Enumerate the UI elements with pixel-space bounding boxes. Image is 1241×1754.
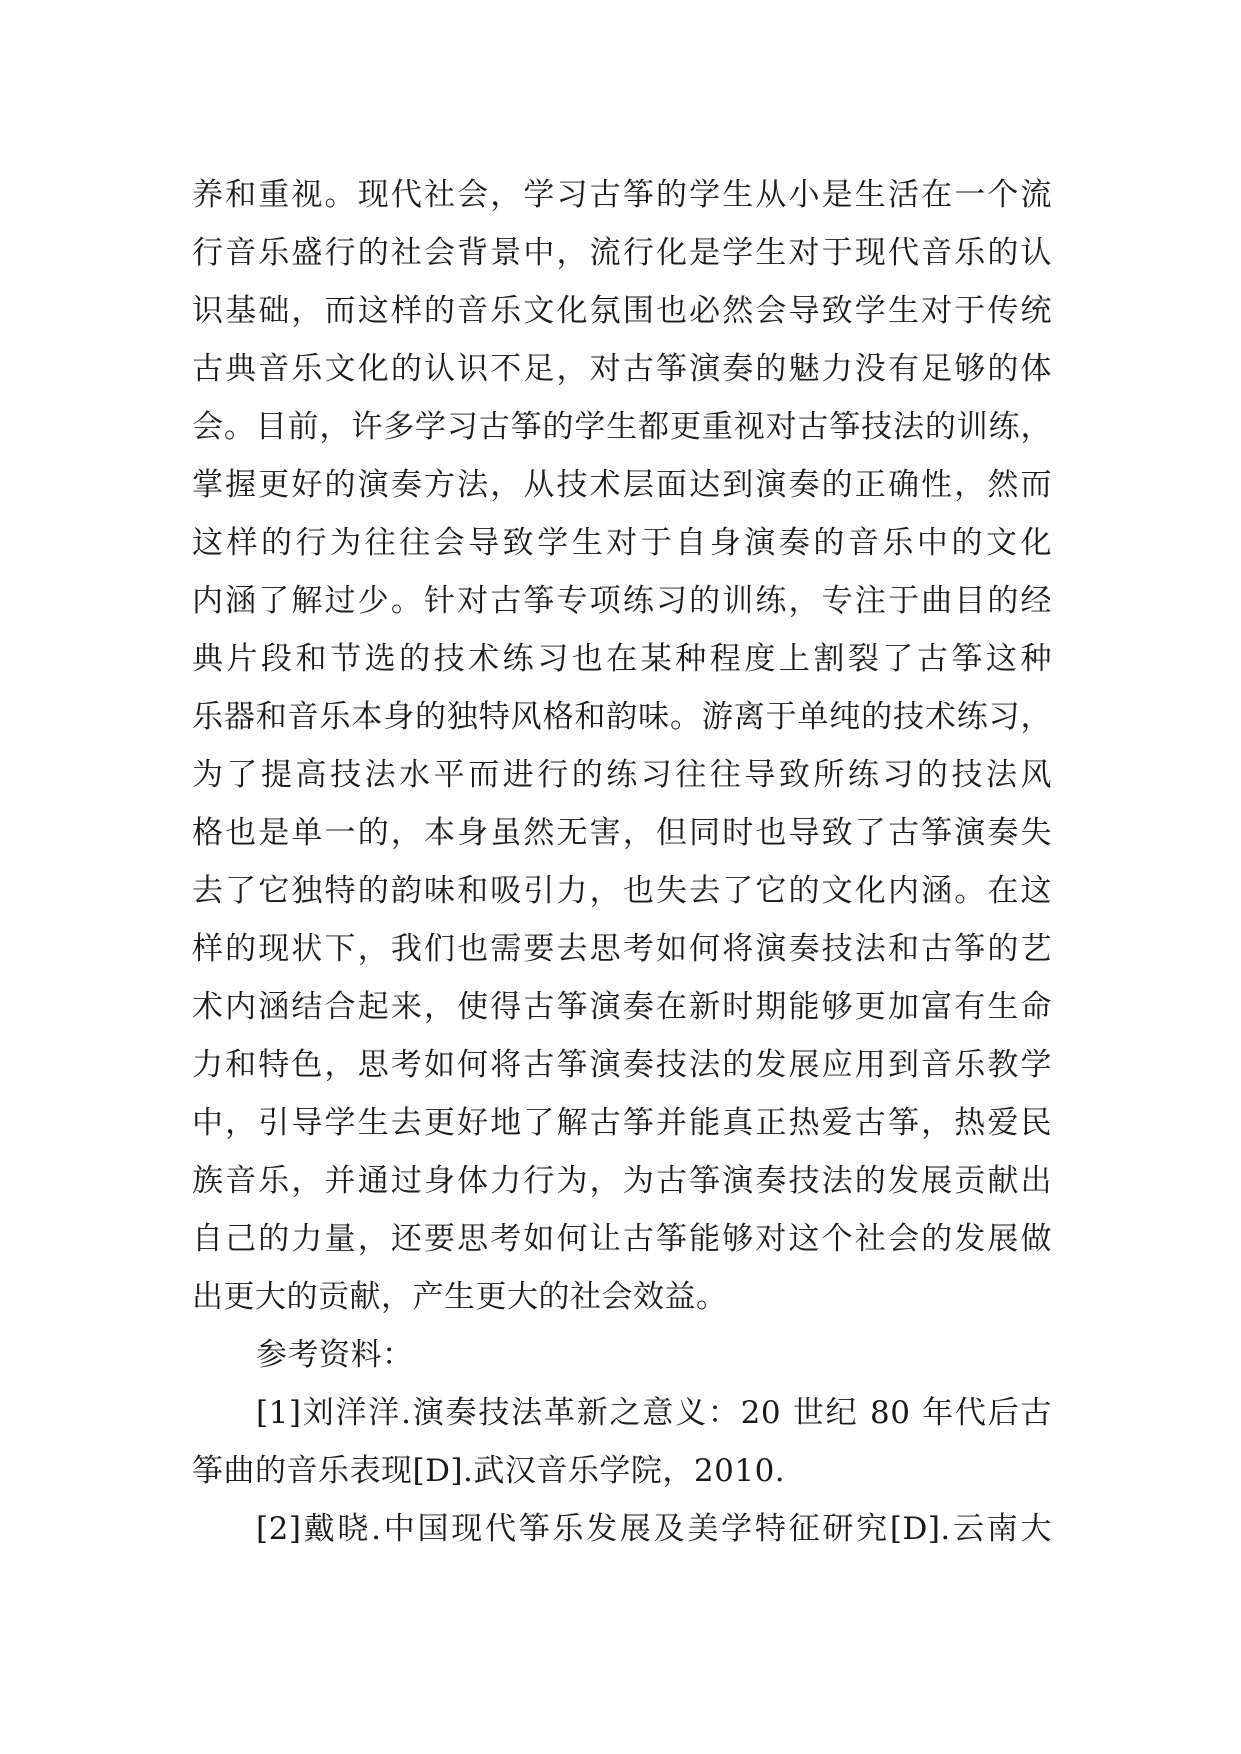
- body-line: 格也是单一的，本身虽然无害，但同时也导致了古筝演奏失: [192, 815, 1052, 851]
- body-line: 识基础，而这样的音乐文化氛围也必然会导致学生对于传统: [192, 293, 1052, 329]
- body-line: 养和重视。现代社会，学习古筝的学生从小是生活在一个流: [192, 177, 1052, 213]
- body-line: 族音乐，并通过身体力行为，为古筝演奏技法的发展贡献出: [192, 1163, 1052, 1199]
- body-line: 会。目前，许多学习古筝的学生都更重视对古筝技法的训练，: [192, 409, 1052, 445]
- body-line: 术内涵结合起来，使得古筝演奏在新时期能够更加富有生命: [192, 989, 1052, 1025]
- body-line: 典片段和节选的技术练习也在某种程度上割裂了古筝这种: [192, 641, 1052, 677]
- body-line: 去了它独特的韵味和吸引力，也失去了它的文化内涵。在这: [192, 873, 1052, 909]
- body-line: 古典音乐文化的认识不足，对古筝演奏的魅力没有足够的体: [192, 351, 1052, 387]
- reference-1-line-2: 筝曲的音乐表现[D].武汉音乐学院，2010.: [192, 1453, 786, 1489]
- document-body: [192, 166, 1052, 1558]
- body-line: 乐器和音乐本身的独特风格和韵味。游离于单纯的技术练习，: [192, 699, 1052, 735]
- body-line: 掌握更好的演奏方法，从技术层面达到演奏的正确性，然而: [192, 467, 1052, 503]
- body-line: 力和特色，思考如何将古筝演奏技法的发展应用到音乐教学: [192, 1047, 1052, 1083]
- body-line: 为了提高技法水平而进行的练习往往导致所练习的技法风: [192, 757, 1052, 793]
- reference-2-line-1: [2]戴晓.中国现代筝乐发展及美学特征研究[D].云南大: [256, 1511, 1052, 1547]
- body-line-last: 出更大的贡献，产生更大的社会效益。: [192, 1279, 728, 1315]
- reference-1-line-1: [1]刘洋洋.演奏技法革新之意义：20 世纪 80 年代后古: [256, 1395, 1052, 1431]
- body-line: 中，引导学生去更好地了解古筝并能真正热爱古筝，热爱民: [192, 1105, 1052, 1141]
- body-line: 行音乐盛行的社会背景中，流行化是学生对于现代音乐的认: [192, 235, 1052, 271]
- body-line: 内涵了解过少。针对古筝专项练习的训练，专注于曲目的经: [192, 583, 1052, 619]
- body-line: 这样的行为往往会导致学生对于自身演奏的音乐中的文化: [192, 525, 1052, 561]
- body-line: 自己的力量，还要思考如何让古筝能够对这个社会的发展做: [192, 1221, 1052, 1257]
- body-line: 样的现状下，我们也需要去思考如何将演奏技法和古筝的艺: [192, 931, 1052, 967]
- references-heading: 参考资料：: [256, 1337, 414, 1373]
